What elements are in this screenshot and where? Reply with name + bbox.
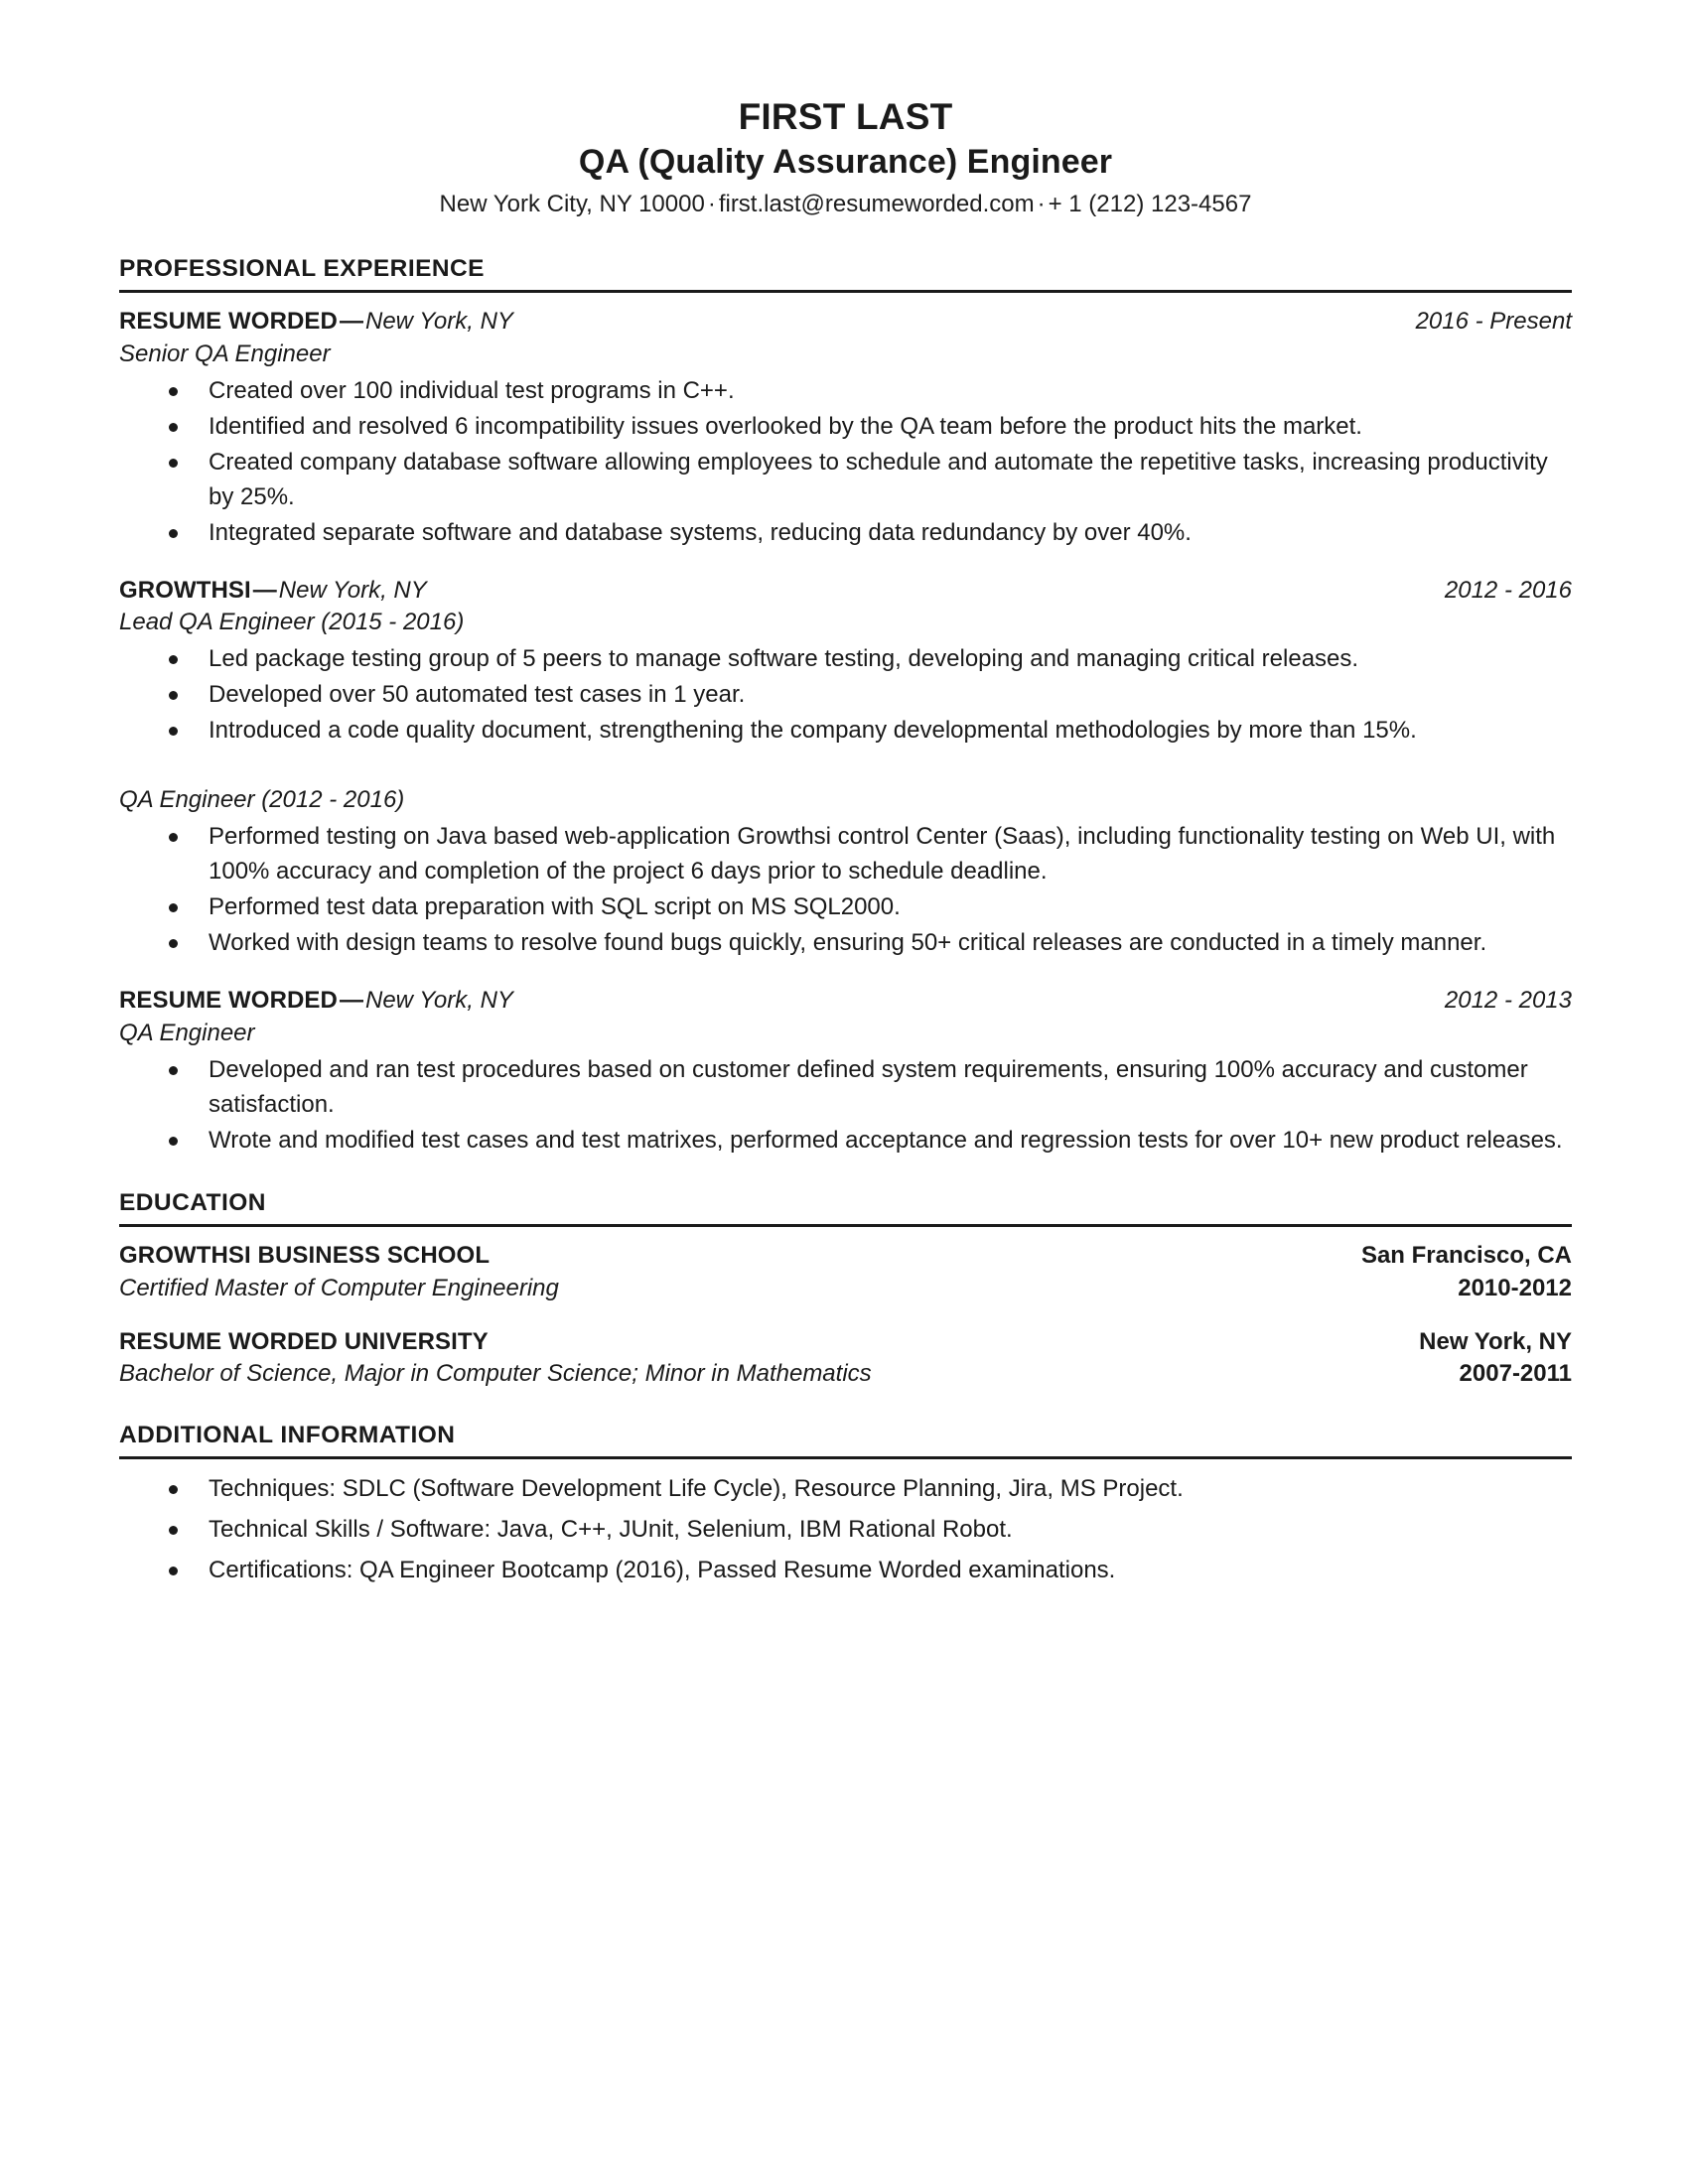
resume-header bbox=[119, 95, 1572, 220]
education-entry-header bbox=[119, 1326, 1572, 1358]
education-years: 2010-2012 bbox=[1458, 1274, 1572, 1301]
experience-bullet-list bbox=[119, 1053, 1572, 1159]
experience-organization: GROWTHSI bbox=[119, 576, 251, 604]
section-title-additional: ADDITIONAL INFORMATION bbox=[119, 1421, 456, 1448]
contact-line bbox=[119, 189, 1572, 219]
experience-entry bbox=[119, 575, 1572, 961]
experience-dash: — bbox=[252, 576, 277, 604]
education-place: San Francisco, CA bbox=[1360, 1242, 1572, 1270]
experience-organization: RESUME WORDED bbox=[119, 986, 338, 1014]
experience-location: New York, NY bbox=[278, 576, 427, 604]
section-title-education: EDUCATION bbox=[119, 1188, 266, 1216]
experience-bullet: Created company database software allowing employees to schedule and automate the repetitive tasks, increasing productivity by 25%. bbox=[119, 446, 1572, 515]
experience-location: New York, NY bbox=[364, 986, 513, 1014]
education-place: New York, NY bbox=[1419, 1327, 1572, 1355]
section-divider-education bbox=[119, 1224, 1572, 1227]
additional-info-item: Technical Skills / Software: Java, C++, JUnit, Selenium, IBM Rational Robot. bbox=[119, 1513, 1572, 1548]
additional-info-item: Certifications: QA Engineer Bootcamp (2016), Passed Resume Worded examinations. bbox=[119, 1554, 1572, 1588]
experience-entry bbox=[119, 306, 1572, 550]
experience-org-line bbox=[119, 575, 427, 607]
education-entry-header bbox=[119, 1240, 1572, 1272]
experience-entry-header bbox=[119, 306, 1572, 338]
experience-dash: — bbox=[339, 308, 363, 336]
experience-entry-header bbox=[119, 575, 1572, 607]
additional-info-list bbox=[119, 1472, 1572, 1588]
experience-bullet: Developed and ran test procedures based on customer defined system requirements, ensuring 100% accuracy and customer satisfaction. bbox=[119, 1053, 1572, 1123]
experience-bullet: Worked with design teams to resolve found bugs quickly, ensuring 50+ critical releases are conducted in a timely manner. bbox=[119, 926, 1572, 961]
experience-role: Lead QA Engineer (2015 - 2016) bbox=[119, 609, 465, 636]
experience-dash: — bbox=[339, 986, 363, 1014]
experience-org-line bbox=[119, 306, 513, 338]
contact-location: New York City, NY 10000 bbox=[439, 191, 705, 218]
section-divider-additional bbox=[119, 1456, 1572, 1459]
additional-info-item: Techniques: SDLC (Software Development Life Cycle), Resource Planning, Jira, MS Project. bbox=[119, 1472, 1572, 1507]
experience-subrole-bullet-list bbox=[119, 820, 1572, 961]
experience-dates: 2012 - 2013 bbox=[1444, 986, 1572, 1014]
candidate-job-title: QA (Quality Assurance) Engineer bbox=[578, 142, 1113, 181]
experience-entry bbox=[119, 985, 1572, 1159]
experience-bullet-list bbox=[119, 642, 1572, 749]
section-education bbox=[119, 1188, 1572, 1391]
education-entry bbox=[119, 1326, 1572, 1391]
section-professional-experience bbox=[119, 254, 1572, 1159]
experience-bullet: Integrated separate software and database systems, reducing data redundancy by over 40%. bbox=[119, 516, 1572, 551]
education-degree: Certified Master of Computer Engineering bbox=[119, 1274, 559, 1301]
experience-org-line bbox=[119, 985, 513, 1017]
experience-bullet: Performed test data preparation with SQL script on MS SQL2000. bbox=[119, 890, 1572, 925]
experience-bullet: Wrote and modified test cases and test matrixes, performed acceptance and regression tests for over 10+ new product releases. bbox=[119, 1124, 1572, 1159]
experience-bullet: Led package testing group of 5 peers to manage software testing, developing and managing critical releases. bbox=[119, 642, 1572, 677]
education-degree: Bachelor of Science, Major in Computer Science; Minor in Mathematics bbox=[119, 1360, 872, 1388]
experience-bullet: Introduced a code quality document, strengthening the company developmental methodologies by more than 15%. bbox=[119, 714, 1572, 749]
experience-organization: RESUME WORDED bbox=[119, 308, 338, 336]
contact-separator-1: · bbox=[707, 191, 716, 218]
experience-bullet: Developed over 50 automated test cases in 1 year. bbox=[119, 678, 1572, 713]
contact-separator-2: · bbox=[1037, 191, 1046, 218]
education-entry-detail bbox=[119, 1358, 1572, 1390]
experience-bullet: Identified and resolved 6 incompatibility issues overlooked by the QA team before the product hits the market. bbox=[119, 410, 1572, 445]
experience-role: Senior QA Engineer bbox=[119, 340, 331, 367]
education-entry-detail bbox=[119, 1273, 1572, 1304]
experience-location: New York, NY bbox=[364, 308, 513, 336]
experience-subrole: QA Engineer (2012 - 2016) bbox=[119, 786, 405, 814]
experience-bullet: Created over 100 individual test programs in C++. bbox=[119, 374, 1572, 409]
experience-bullet: Performed testing on Java based web-application Growthsi control Center (Saas), including functionality testing on Web UI, with 100% accuracy and completion of the project 6 days prior to schedule deadline. bbox=[119, 820, 1572, 889]
experience-dates: 2012 - 2016 bbox=[1444, 576, 1572, 604]
experience-role: QA Engineer bbox=[119, 1019, 255, 1046]
section-additional-information bbox=[119, 1421, 1572, 1588]
candidate-name: FIRST LAST bbox=[738, 96, 953, 137]
contact-email[interactable]: first.last@resumeworded.com bbox=[718, 191, 1035, 218]
section-title-experience: PROFESSIONAL EXPERIENCE bbox=[119, 254, 485, 282]
education-school: GROWTHSI BUSINESS SCHOOL bbox=[119, 1242, 491, 1270]
education-years: 2007-2011 bbox=[1459, 1360, 1572, 1388]
contact-phone[interactable]: + 1 (212) 123-4567 bbox=[1048, 191, 1252, 218]
education-school: RESUME WORDED UNIVERSITY bbox=[119, 1327, 489, 1355]
education-entry bbox=[119, 1240, 1572, 1304]
experience-entry-header bbox=[119, 985, 1572, 1017]
section-divider-experience bbox=[119, 290, 1572, 293]
experience-dates: 2016 - Present bbox=[1415, 308, 1572, 336]
experience-bullet-list bbox=[119, 374, 1572, 551]
